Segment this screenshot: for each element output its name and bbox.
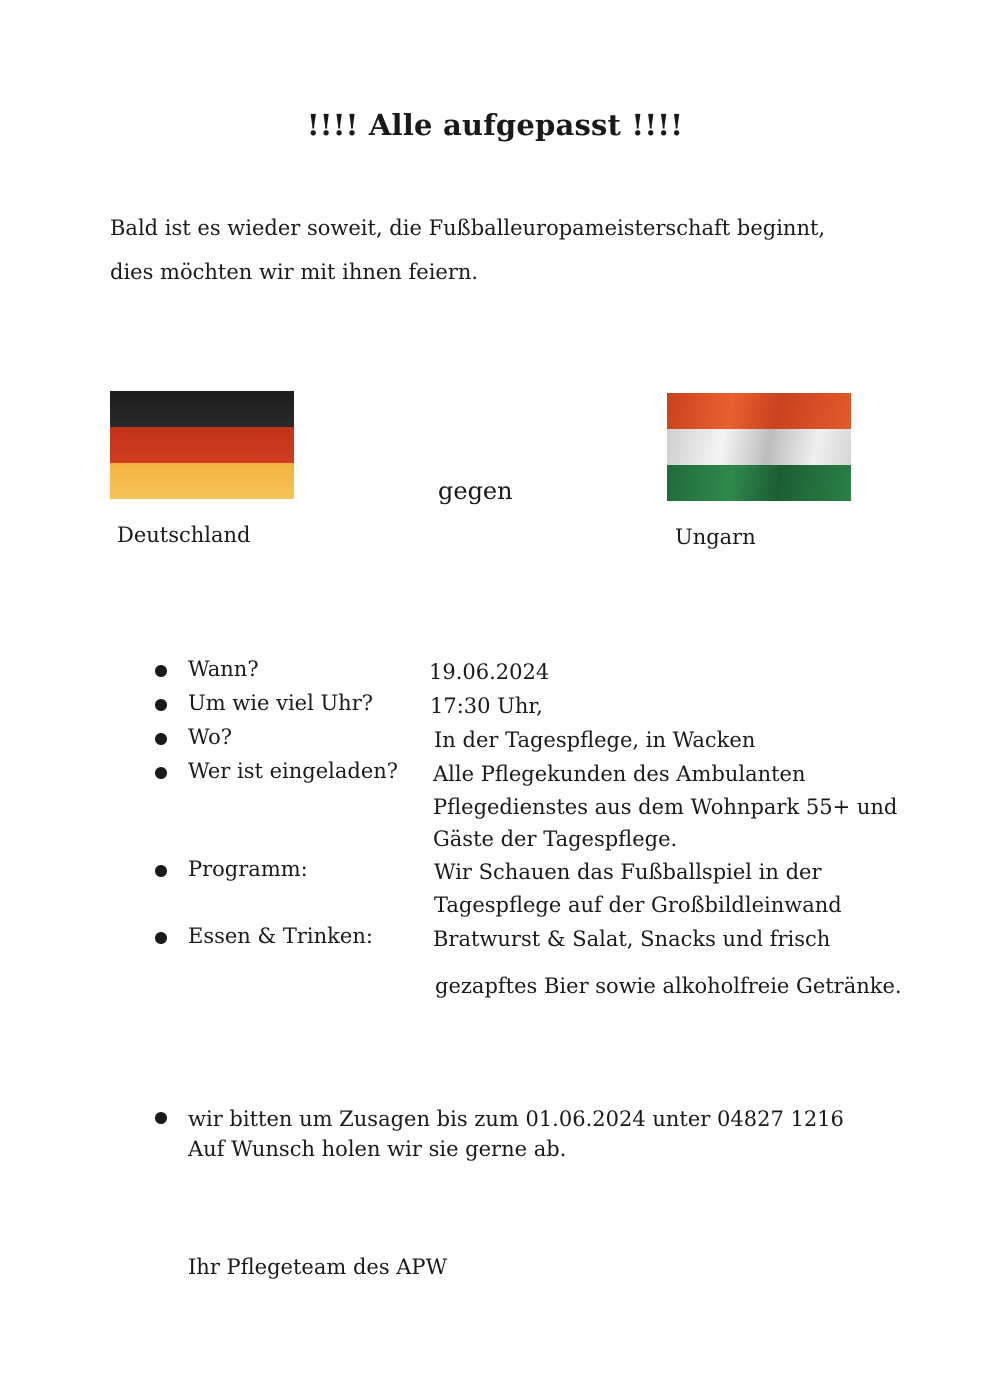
bullet-icon [155, 699, 167, 711]
detail-value-line: In der Tagespflege, in Wacken [434, 728, 756, 752]
bullet-icon [155, 665, 167, 677]
detail-value-line: 17:30 Uhr, [430, 694, 543, 718]
team-left-label: Deutschland [117, 523, 251, 547]
versus-text: gegen [438, 477, 513, 505]
intro-line-1: Bald ist es wieder soweit, die Fußballeuropameisterschaft beginnt, [110, 216, 826, 240]
bullet-icon [155, 1112, 167, 1124]
intro-line-2: dies möchten wir mit ihnen feiern. [110, 260, 479, 284]
signature: Ihr Pflegeteam des APW [188, 1255, 448, 1279]
detail-label: Wer ist eingeladen? [188, 759, 399, 783]
detail-value-line: Gäste der Tagespflege. [433, 827, 678, 851]
bullet-icon [155, 733, 167, 745]
detail-label: Wo? [188, 725, 233, 749]
detail-value-line: Wir Schauen das Fußballspiel in der [434, 860, 822, 884]
flag-stripe-black [110, 391, 294, 427]
bullet-icon [155, 932, 167, 944]
rsvp-line-2: Auf Wunsch holen wir sie gerne ab. [188, 1137, 567, 1161]
flag-stripe-red [667, 393, 851, 429]
flag-stripe-gold [110, 463, 294, 499]
detail-value-line: Pflegedienstes aus dem Wohnpark 55+ und [433, 795, 898, 819]
rsvp-note [188, 1104, 844, 1164]
page-title: !!!! Alle aufgepasst !!!! [306, 108, 684, 142]
detail-label: Essen & Trinken: [188, 924, 373, 948]
detail-label: Um wie viel Uhr? [188, 691, 374, 715]
detail-value-line: Alle Pflegekunden des Ambulanten [433, 762, 806, 786]
detail-value-line: gezapftes Bier sowie alkoholfreie Getränke. [435, 974, 902, 998]
team-right-label: Ungarn [675, 525, 756, 549]
detail-value-line: Tagespflege auf der Großbildleinwand [434, 893, 842, 917]
flag-stripe-green [667, 465, 851, 501]
bullet-icon [155, 865, 167, 877]
flag-stripe-white [667, 429, 851, 465]
detail-value-line: 19.06.2024 [429, 660, 550, 684]
hungary-flag-icon [667, 393, 851, 501]
detail-label: Wann? [188, 657, 259, 681]
detail-value-line: Bratwurst & Salat, Snacks und frisch [433, 927, 831, 951]
flag-stripe-red [110, 427, 294, 463]
germany-flag-icon [110, 391, 294, 499]
rsvp-line-1: wir bitten um Zusagen bis zum 01.06.2024 unter 04827 1216 [188, 1107, 844, 1131]
bullet-icon [155, 767, 167, 779]
detail-label: Programm: [188, 857, 308, 881]
